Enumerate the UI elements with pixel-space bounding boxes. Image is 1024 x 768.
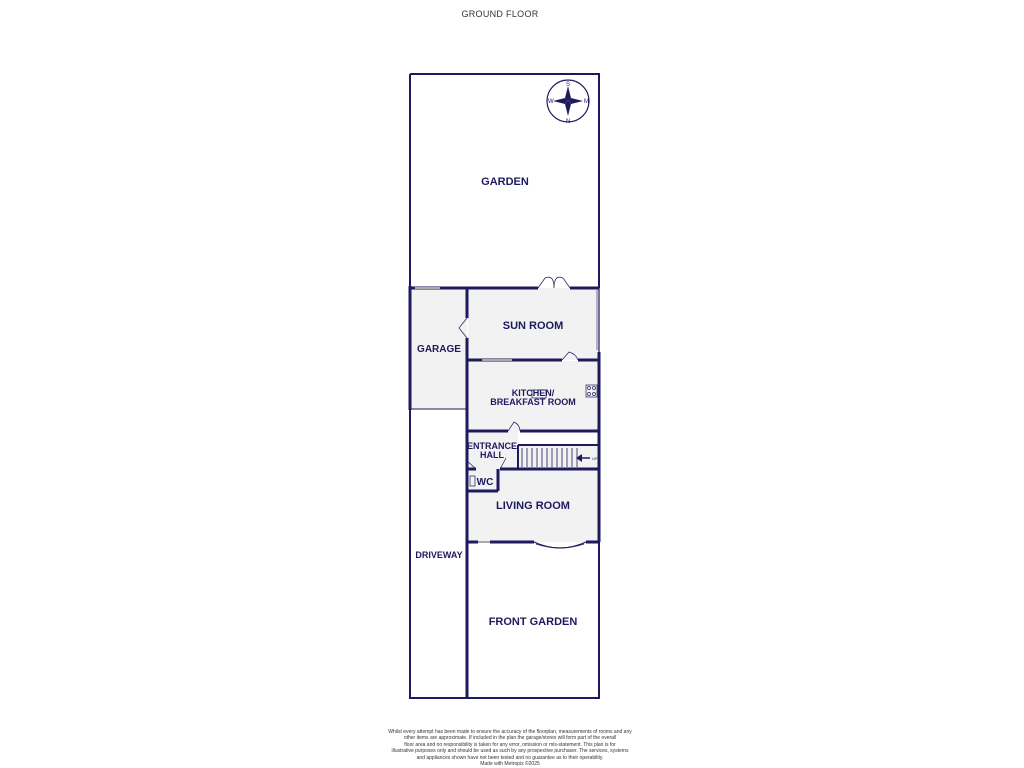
entrance-hall-label-line1: ENTRANCE	[466, 441, 518, 451]
front-garden-label: FRONT GARDEN	[488, 616, 578, 628]
disclaimer-line: floor area and no responsibility is taken for any error, omission or mis-statement. This plan is for	[404, 741, 616, 748]
disclaimer-line: and appliances shown have not been tested and no guarantee as to their operability.	[416, 754, 604, 761]
garden-label: GARDEN	[481, 176, 529, 188]
stairs-area	[518, 445, 599, 469]
compass-letter-bottom: N	[566, 119, 571, 125]
compass-letter-right: M	[584, 99, 589, 105]
compass-letter-top: S	[566, 82, 571, 88]
disclaimer-line: other items are approximate. If included in the plan the garage/stores will form part of the overall	[403, 735, 617, 742]
floor-title: GROUND FLOOR	[461, 9, 539, 19]
living-room-label: LIVING ROOM	[496, 500, 570, 512]
kitchen-label-line2: BREAKFAST ROOM	[490, 397, 576, 407]
driveway-label: DRIVEWAY	[415, 550, 463, 560]
disclaimer	[360, 729, 660, 767]
entrance-hall-label-line2: HALL	[480, 450, 504, 460]
stairs-up-label: UP	[592, 456, 598, 461]
wc-label: WC	[476, 477, 494, 488]
sun-room-label: SUN ROOM	[502, 320, 564, 332]
disclaimer-line: illustrative purposes only and should be used as such by any prospective purchaser. The services, systems	[391, 748, 629, 755]
disclaimer-line: Made with Metropix ©2025	[480, 761, 540, 768]
garage-label: GARAGE	[417, 344, 461, 355]
compass-letter-left: W	[548, 99, 554, 105]
disclaimer-line: Whilst every attempt has been made to ensure the accuracy of the floorplan, measurements of rooms and any	[388, 729, 632, 735]
kitchen-label-line1: KITCHEN/	[511, 388, 555, 398]
compass-icon	[547, 80, 589, 125]
